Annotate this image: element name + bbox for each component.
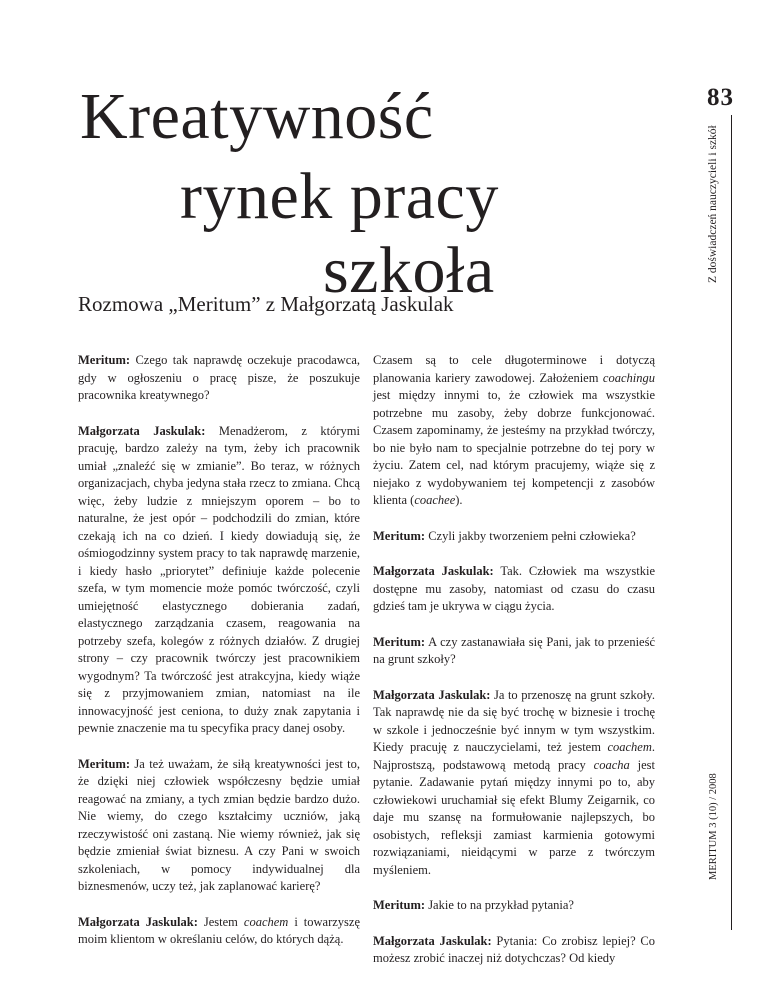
vertical-divider <box>731 115 732 930</box>
paragraph-text: i towarzyszę moim klientom w określaniu celów, do których dążą. <box>78 914 361 946</box>
speaker-label: Meritum: <box>78 756 131 771</box>
paragraph <box>78 352 360 405</box>
paragraph-text: jest między innymi to, że człowiek ma wszystkie potrzebne mu zasoby, żeby dobrze funkcjonować. Czasem zapominamy, że jesteśmy na przykład twórczy, bo nie było nam to specjalnie potrzebne do tej pory w życiu. Zatem cel, nad którym pracujemy, wiąże się z niejako z wydobywaniem tej kompetencji z zasobów klienta ( <box>373 388 655 507</box>
speaker-label: Małgorzata Jaskulak: <box>373 933 492 948</box>
italic-term: coachem <box>243 914 289 929</box>
speaker-label: Meritum: <box>78 353 131 367</box>
paragraph <box>373 933 655 968</box>
article-subtitle: Rozmowa „Meritum” z Małgorzatą Jaskulak <box>78 292 454 316</box>
paragraph-text: Ja to przenoszę na grunt szkoły. Tak naprawdę nie da się być trochę w biznesie i trochę w szkole i jednocześnie być innym w tym wszystkim. Kiedy pracuję z nauczycielami, też jestem <box>373 687 655 754</box>
paragraph-text: jest pytanie. Zadawanie pytań między innymi po to, aby człowiekowi uruchamiał się efekt Blumy Zeigarnik, co daje mu szansę na formułowanie najlepszych, bo osobistych, refleksji zamiast karmienia gotowymi rozwiązaniami, nieidącymi w parze z twórczym myśleniem. <box>373 757 655 877</box>
paragraph <box>78 914 360 949</box>
speaker-label: Meritum: <box>373 528 426 543</box>
paragraph <box>373 634 655 669</box>
italic-term: coachem <box>607 740 652 754</box>
paragraph-text: A czy zastanawiała się Pani, jak to przenieść na grunt szkoły? <box>373 634 655 666</box>
paragraph-text: Menadżerom, z którymi pracuję, bardzo zależy na tym, żeby ich pracownik umiał „znaleźć się w zmianie”. Bo teraz, w różnych organizacjach, chyba jedyna stała rzecz to zmiana. Chcą więc, żeby ludzie z mniejszym oporem – bo to naturalne, że jest opór – podchodzili do zmian, które czekają ich na co dzień. I kiedy dowiadują się, że ośmiogodzinny system pracy to tak naprawdę marzenie, i kiedy hasło „priorytet” definiuje każde polecenie szefa, w tym momencie może pomóc twórczość, czyli umiejętność elastycznego dobierania zadań, elastycznego zarządzania czasem, reagowania na potrzeby szefa, kolegów z różnych działów. Z drugiej strony – czy pracownik twórczy jest pracownikiem wygodnym? Ta twórczość jest atrakcyjna, kiedy wiąże się z przyjmowaniem zmian, natomiast na ile innowacyjność jest ceniona, to duży znak zapytania i pewnie znaczenie ma tu specyfika pracy danej osoby. <box>78 423 361 735</box>
paragraph <box>78 423 360 738</box>
paragraph-text: Jestem <box>197 914 244 929</box>
speaker-label: Małgorzata Jaskulak: <box>373 564 494 578</box>
title-line-3: szkoła <box>323 234 495 307</box>
paragraph-text: Tak. Człowiek ma wszystkie dostępne mu zasoby, natomiast od czasu do czasu gdzieś tam je ukrywa w ciągu życia. <box>373 564 656 613</box>
title-line-1: Kreatywność <box>80 80 434 153</box>
paragraph-text: Czasem są to cele długoterminowe i dotyczą planowania kariery zawodowej. Założeniem <box>373 353 655 385</box>
paragraph-text: Ja też uważam, że siłą kreatywności jest to, że dzięki niej człowiek współczesny będzie umiał reagować na zmiany, a tych zmian będzie bardzo dużo. Nie wiemy, do czego kształcimy uczniów, jaką rzeczywistość oni zastaną. Nie wiemy również, jak się będzie zmieniał świat biznesu. A czy Pani w swoich szkoleniach, w pomocy indywidualnej dla biznesmenów, uczy też, jak zaplanować karierę? <box>78 756 360 893</box>
paragraph-text: ). <box>455 493 463 507</box>
speaker-label: Małgorzata Jaskulak: <box>373 687 491 702</box>
paragraph <box>373 563 655 616</box>
speaker-label: Meritum: <box>373 898 426 912</box>
text-column-right <box>373 352 655 986</box>
page-number: 83 <box>707 84 734 111</box>
text-column-left <box>78 352 360 967</box>
title-line-2: rynek pracy <box>180 160 499 233</box>
paragraph <box>373 352 655 510</box>
paragraph <box>373 687 655 880</box>
italic-term: coachee <box>414 493 456 507</box>
paragraph-text: Czyli jakby tworzeniem pełni człowieka? <box>425 528 636 543</box>
speaker-label: Małgorzata Jaskulak: <box>78 423 206 438</box>
paragraph-text: Czego tak naprawdę oczekuje pracodawca, gdy w ogłoszeniu o pracę pisze, że poszukuje pracownika kreatywnego? <box>78 353 360 402</box>
speaker-label: Meritum: <box>373 634 426 649</box>
italic-term: coachingu <box>602 370 655 385</box>
paragraph-text: Jakie to na przykład pytania? <box>425 898 574 912</box>
issue-label: MERITUM 3 (10) / 2008 <box>708 773 719 880</box>
paragraph <box>373 897 655 915</box>
section-label: Z doświadczeń nauczycieli i szkół <box>707 125 719 283</box>
paragraph-text: Pytania: Co zrobisz lepiej? Co możesz zrobić inaczej niż dotychczas? Od kiedy <box>373 933 655 965</box>
paragraph-text: . Najprostszą, podstawową metodą pracy <box>373 740 655 772</box>
italic-term: coacha <box>593 757 630 772</box>
paragraph <box>78 756 360 896</box>
paragraph <box>373 528 655 546</box>
speaker-label: Małgorzata Jaskulak: <box>78 914 198 929</box>
